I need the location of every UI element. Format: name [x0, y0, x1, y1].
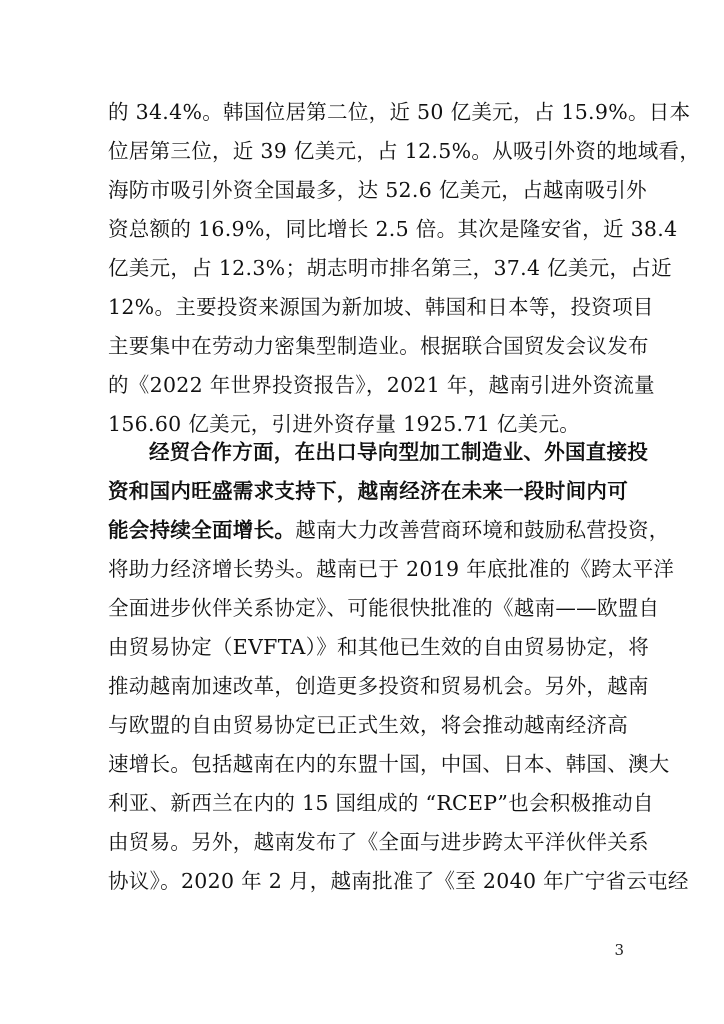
text-line: 与欧盟的自由贸易协定已正式生效，将会推动越南经济高 [108, 713, 628, 737]
mixed-text-line [108, 511, 670, 550]
text-line: 将助力经济增长势头。越南已于 2019 年底批准的《跨太平洋 [108, 557, 675, 581]
text-line: 的《2022 年世界投资报告》，2021 年，越南引进外资流量 [108, 373, 655, 397]
text-line: 由贸易协定（EVFTA）》和其他已生效的自由贸易协定，将 [108, 635, 649, 659]
bold-heading-fragment: 能会持续全面增长。 [108, 518, 296, 542]
text-line: 全面进步伙伴关系协定》、可能很快批准的《越南——欧盟自 [108, 596, 660, 620]
text-line: 速增长。包括越南在内的东盟十国，中国、日本、韩国、澳大 [108, 752, 670, 776]
text-line: 12%。主要投资来源国为新加坡、韩国和日本等，投资项目 [108, 295, 654, 319]
text-line: 亿美元，占 12.3%；胡志明市排名第三，37.4 亿美元，占近 [108, 256, 672, 280]
text-line: 推动越南加速改革，创造更多投资和贸易机会。另外，越南 [108, 674, 649, 698]
text-line: 位居第三位，近 39 亿美元，占 12.5%。从吸引外资的地域看， [108, 139, 701, 163]
text-line: 主要集中在劳动力密集型制造业。根据联合国贸发会议发布 [108, 334, 649, 358]
text-line: 156.60 亿美元，引进外资存量 1925.71 亿美元。 [108, 412, 581, 436]
text-line: 由贸易。另外，越南发布了《全面与进步跨太平洋伙伴关系 [108, 830, 649, 854]
bold-heading-line: 经贸合作方面，在出口导向型加工制造业、外国直接投 [149, 440, 649, 464]
bold-heading-line: 资和国内旺盛需求支持下，越南经济在未来一段时间内可 [108, 479, 628, 503]
text-line: 海防市吸引外资全国最多，达 52.6 亿美元，占越南吸引外 [108, 178, 647, 202]
paragraph-investment [108, 93, 701, 444]
text-line: 协议》。2020 年 2 月，越南批准了《至 2040 年广宁省云屯经 [108, 869, 689, 893]
page-number: 3 [614, 941, 624, 959]
text-line: 利亚、新西兰在内的 15 国组成的 “RCEP”也会积极推动自 [108, 791, 654, 815]
text-line: 的 34.4%。韩国位居第二位，近 50 亿美元，占 15.9%。日本 [108, 100, 691, 124]
paragraph-trade-cooperation [108, 433, 689, 901]
text-fragment: 越南大力改善营商环境和鼓励私营投资， [295, 518, 670, 542]
text-line: 资总额的 16.9%，同比增长 2.5 倍。其次是隆安省，近 38.4 [108, 217, 678, 241]
